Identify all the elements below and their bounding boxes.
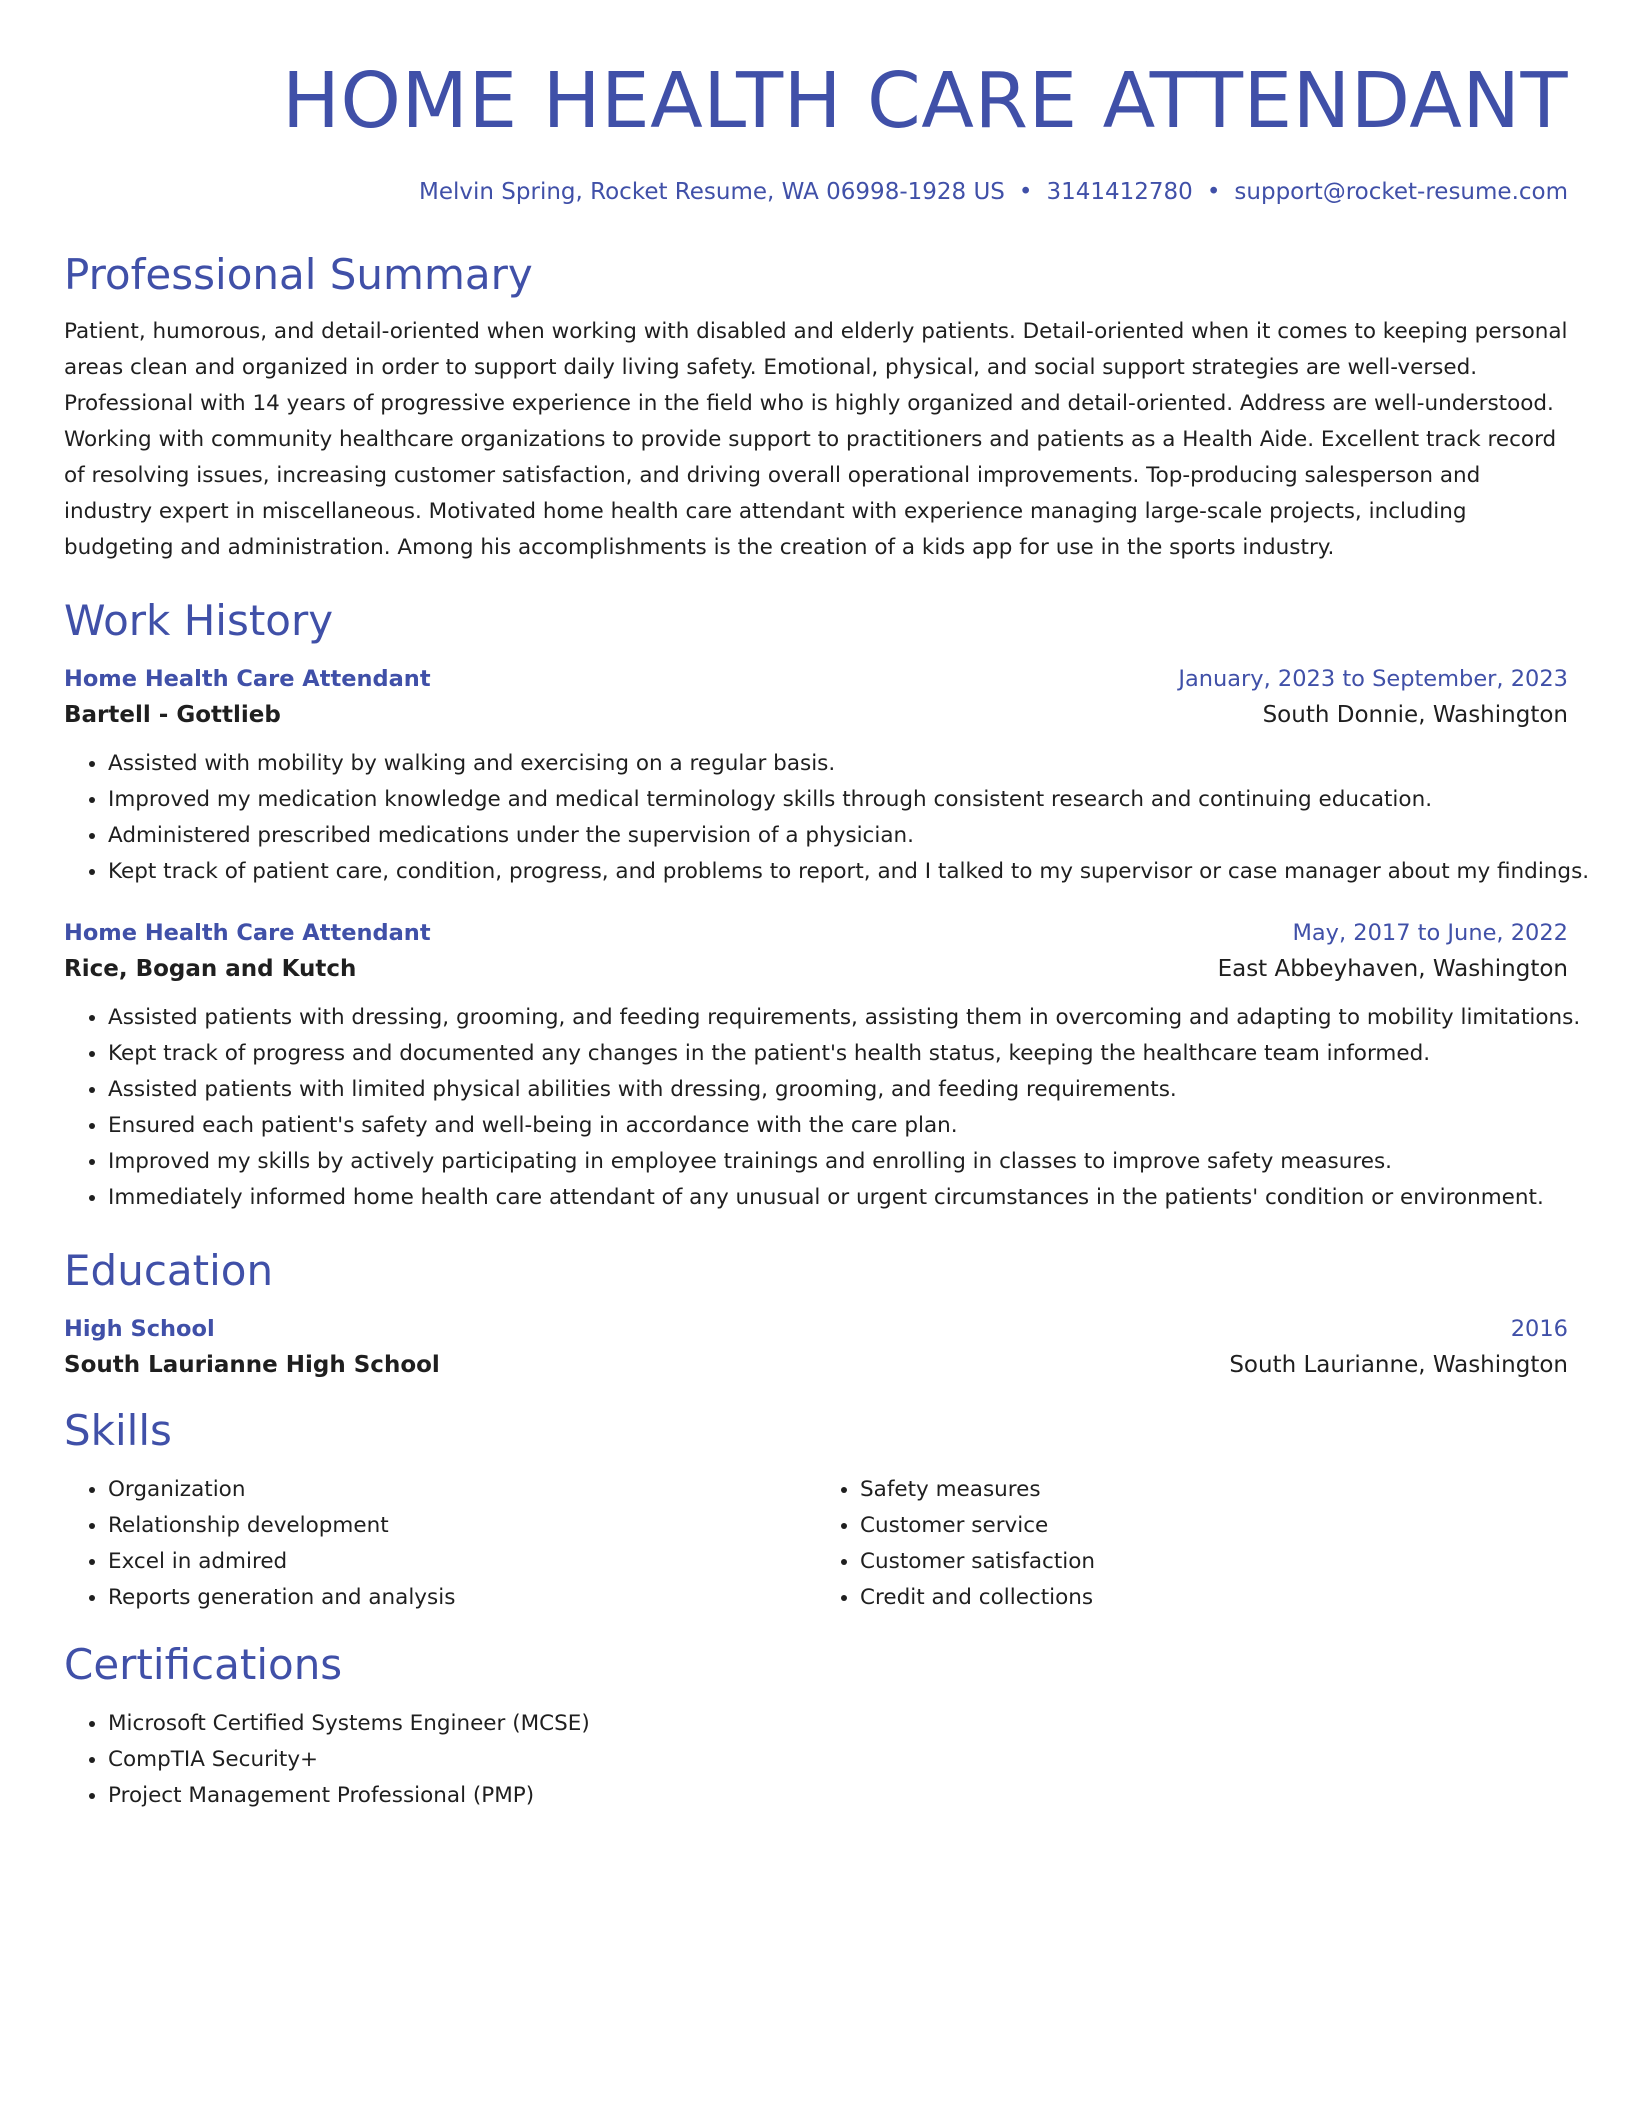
education-degree-row <box>64 1312 1568 1346</box>
job-bullet: • Kept track of patient care, condition, progress, and problems to report, and I talked to my supervisor or case manager about my findings. <box>108 854 1568 890</box>
skill-item: • Reports generation and analysis <box>108 1580 816 1616</box>
job-bullet: • Immediately informed home health care attendant of any unusual or urgent circumstances in the patients' condition or environment. <box>108 1180 1568 1216</box>
certifications-list <box>64 1706 1568 1814</box>
job-bullet: • Kept track of progress and documented any changes in the patient's health status, keeping the healthcare team informed. <box>108 1036 1568 1072</box>
skill-item: • Relationship development <box>108 1508 816 1544</box>
job-employer: Bartell - Gottlieb <box>64 702 281 728</box>
contact-address: Melvin Spring, Rocket Resume, WA 06998-1928 US <box>419 179 1005 205</box>
education-entry <box>64 1312 1568 1384</box>
job-dates: January, 2023 to September, 2023 <box>1178 666 1568 692</box>
job-bullet: • Ensured each patient's safety and well-being in accordance with the care plan. <box>108 1108 1568 1144</box>
job-title-row <box>64 916 1568 950</box>
education-heading: Education <box>64 1246 274 1295</box>
job-bullet: • Improved my medication knowledge and medical terminology skills through consistent research and continuing education. <box>108 782 1568 818</box>
job-bullet: • Assisted patients with limited physical abilities with dressing, grooming, and feeding requirements. <box>108 1072 1568 1108</box>
work-history-section <box>64 594 1590 1216</box>
job-bullet: • Assisted patients with dressing, grooming, and feeding requirements, assisting them in overcoming and adapting to mobility limitations. <box>108 1000 1568 1036</box>
contact-email: support@rocket-resume.com <box>1234 179 1568 205</box>
contact-line <box>64 176 1568 208</box>
education-location: South Laurianne, Washington <box>1229 1352 1568 1378</box>
skill-item: • Safety measures <box>860 1472 1568 1508</box>
skill-item: • Credit and collections <box>860 1580 1568 1616</box>
job-employer-row <box>64 950 1568 988</box>
job-dates: May, 2017 to June, 2022 <box>1292 920 1568 946</box>
certifications-heading: Certifications <box>64 1640 343 1689</box>
skills-section <box>64 1404 1568 1616</box>
skills-heading: Skills <box>64 1406 172 1455</box>
education-school: South Laurianne High School <box>64 1352 440 1378</box>
certification-item: • CompTIA Security+ <box>108 1742 1568 1778</box>
certifications-section <box>64 1638 1568 1814</box>
job-entry <box>64 916 1581 1216</box>
certification-item: • Project Management Professional (PMP) <box>108 1778 1568 1814</box>
contact-separator: • <box>1206 179 1221 205</box>
summary-section <box>64 248 1568 566</box>
job-bullets <box>64 1000 1581 1216</box>
job-location: East Abbeyhaven, Washington <box>1217 956 1568 982</box>
summary-heading: Professional Summary <box>64 250 533 299</box>
job-bullet: • Administered prescribed medications under the supervision of a physician. <box>108 818 1568 854</box>
summary-text: Patient, humorous, and detail-oriented when working with disabled and elderly patients. Detail-oriented when it comes to keeping personal areas clean and organized in order to support daily living safety. Emotional, physical, and social support strategies are well-versed. Professional with 14 years of progressive experience in the field who is highly organized and detail-oriented. Address are well-understood. Working with community healthcare organizations to provide support to practitioners and patients as a Health Aide. Excellent track record of resolving issues, increasing customer satisfaction, and driving overall operational improvements. Top-producing salesperson and industry expert in miscellaneous. Motivated home health care attendant with experience managing large-scale projects, including budgeting and administration. Among his accomplishments is the creation of a kids app for use in the sports industry. <box>64 319 1568 560</box>
work-history-heading: Work History <box>64 596 334 645</box>
education-school-row <box>64 1346 1568 1384</box>
resume-title: HOME HEALTH CARE ATTENDANT <box>282 57 1568 146</box>
education-degree: High School <box>64 1316 215 1342</box>
skill-item: • Excel in admired <box>108 1544 816 1580</box>
education-year: 2016 <box>1510 1316 1568 1342</box>
contact-separator: • <box>1018 179 1033 205</box>
job-title: Home Health Care Attendant <box>64 666 431 692</box>
job-bullet: • Improved my skills by actively participating in employee trainings and enrolling in classes to improve safety measures. <box>108 1144 1568 1180</box>
job-employer: Rice, Bogan and Kutch <box>64 956 357 982</box>
certification-item: • Microsoft Certified Systems Engineer (MCSE) <box>108 1706 1568 1742</box>
skills-list-left <box>64 1472 816 1616</box>
job-employer-row <box>64 696 1568 734</box>
job-bullet: • Assisted with mobility by walking and exercising on a regular basis. <box>108 746 1568 782</box>
job-entry <box>64 662 1590 890</box>
job-bullets <box>64 746 1590 890</box>
job-title: Home Health Care Attendant <box>64 920 431 946</box>
job-title-row <box>64 662 1568 696</box>
education-section <box>64 1244 1568 1384</box>
skills-grid <box>64 1472 1568 1616</box>
skill-item: • Customer service <box>860 1508 1568 1544</box>
skill-item: • Organization <box>108 1472 816 1508</box>
contact-phone: 3141412780 <box>1046 179 1193 205</box>
skill-item: • Customer satisfaction <box>860 1544 1568 1580</box>
job-location: South Donnie, Washington <box>1262 702 1568 728</box>
skills-list-right <box>816 1472 1568 1616</box>
